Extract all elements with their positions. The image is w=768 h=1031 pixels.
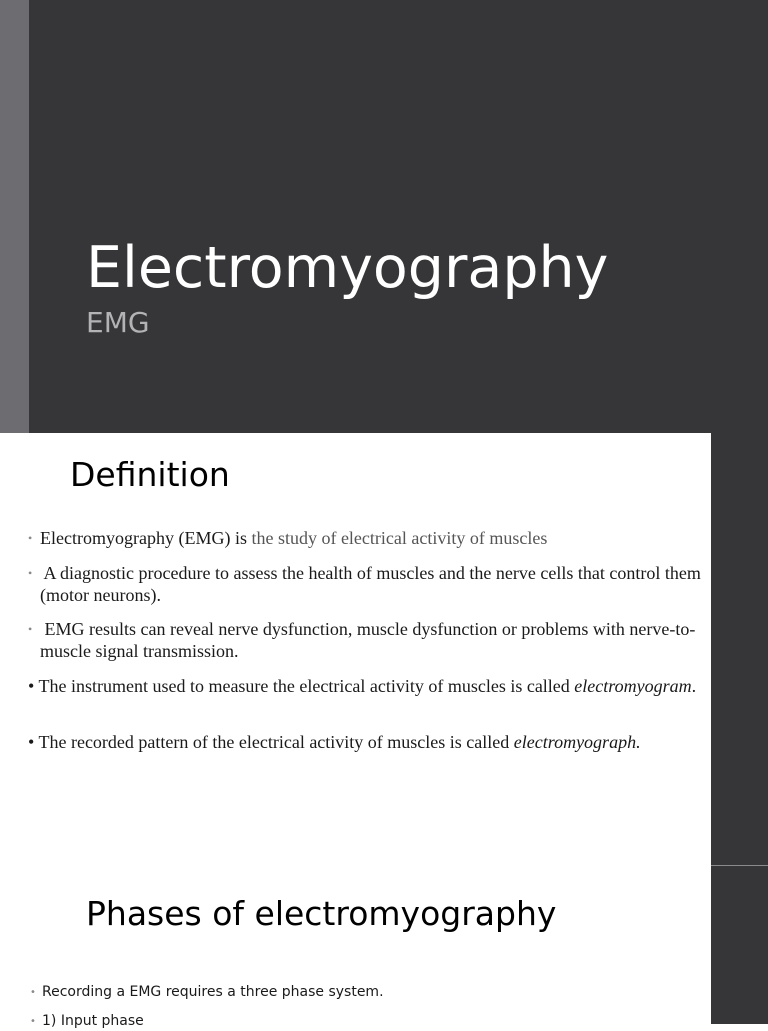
item-4-term: electromyogram [574, 676, 692, 696]
bullet-icon: • [28, 531, 33, 545]
bullet-icon: • [28, 622, 33, 636]
definition-slide [0, 433, 711, 865]
definition-item-5 [28, 731, 718, 753]
bullet-icon: • [28, 566, 33, 580]
phases-heading: Phases of electromyography [86, 894, 557, 933]
item-5-lead: • The recorded pattern of the electrical activity of muscles is called [28, 732, 514, 752]
phases-item-1 [30, 983, 384, 1002]
item-1-rest: the study of electrical activity of muscles [251, 528, 548, 548]
phases-item-1-text: Recording a EMG requires a three phase system. [42, 984, 384, 1000]
accent-bar [0, 0, 29, 433]
slide-divider [711, 865, 768, 866]
item-4-tail: . [691, 676, 697, 696]
phases-item-2 [30, 1012, 144, 1031]
item-5-term: electromyograph. [513, 732, 641, 752]
phases-slide [0, 866, 711, 1029]
slide-subtitle: EMG [86, 306, 150, 339]
item-4-lead: • The instrument used to measure the electrical activity of muscles is called [28, 676, 575, 696]
definition-heading: Definition [70, 455, 230, 494]
definition-item-1 [28, 527, 703, 549]
item-1-lead: Electromyography (EMG) is [40, 528, 252, 548]
right-gutter [711, 433, 768, 1024]
item-3-text: EMG results can reveal nerve dysfunction, muscle dysfunction or problems with nerve-to-muscle signal transmission. [40, 619, 696, 661]
phases-item-2-text: 1) Input phase [42, 1013, 144, 1029]
bullet-icon: • [30, 1016, 36, 1027]
title-slide [0, 0, 768, 433]
definition-item-3 [28, 618, 703, 662]
definition-item-4 [28, 675, 703, 697]
slide-title: Electromyography [86, 235, 609, 301]
bullet-icon: • [30, 987, 36, 998]
definition-item-2 [28, 562, 703, 606]
item-2-text: A diagnostic procedure to assess the health of muscles and the nerve cells that control them (motor neurons). [40, 563, 701, 605]
